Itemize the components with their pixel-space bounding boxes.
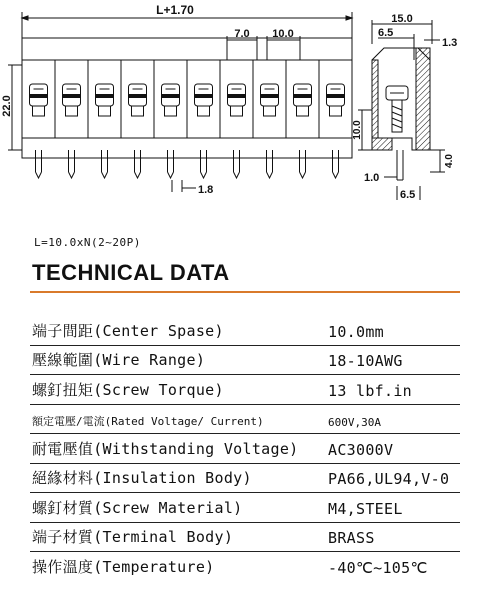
- spec-value: AC3000V: [328, 440, 394, 459]
- terminal-cell: [195, 84, 213, 116]
- spec-row: [30, 434, 460, 464]
- terminal-cell: [327, 84, 345, 116]
- spec-label: 端子間距(Center Spase): [32, 321, 224, 340]
- top-dimensions: [22, 12, 352, 60]
- spec-row: [30, 523, 460, 553]
- pin-dimension-line: [172, 180, 196, 192]
- spec-value: 18-10AWG: [328, 352, 403, 370]
- pin: [135, 150, 141, 178]
- spec-label: 耐電壓值(Withstanding Voltage): [32, 439, 299, 458]
- pin: [168, 150, 174, 178]
- front-view: [22, 38, 352, 158]
- spec-label: 螺釘扭矩(Screw Torque): [32, 380, 224, 399]
- spec-row: [30, 464, 460, 494]
- dim-side-10-0: 10.0: [352, 120, 363, 140]
- front-pins: [36, 150, 339, 178]
- terminal-cell: [228, 84, 246, 116]
- pin: [102, 150, 108, 178]
- dim-side-6-5-top: 6.5: [378, 27, 394, 39]
- heading-divider: [30, 291, 460, 293]
- spec-value: 13 lbf.in: [328, 381, 412, 400]
- spec-row: [30, 405, 460, 435]
- spec-label: 壓線範圍(Wire Range): [32, 351, 206, 369]
- pin: [333, 150, 339, 178]
- dim-side-width: 15.0: [391, 13, 413, 25]
- spec-label: 絕緣材料(Insulation Body): [32, 469, 252, 487]
- dim-side-4-0: 4.0: [444, 154, 455, 168]
- spec-value: -40℃~105℃: [328, 558, 428, 577]
- dim-total-length: L+1.70: [156, 3, 194, 17]
- pin: [234, 150, 240, 178]
- length-formula: L=10.0xN(2~20P): [34, 236, 141, 249]
- spec-label: 螺釘材質(Screw Material): [32, 498, 243, 517]
- spec-row: [30, 375, 460, 405]
- spec-row: [30, 346, 460, 376]
- technical-drawing: [0, 0, 484, 215]
- terminal-cell: [294, 84, 312, 116]
- front-terminal-cells: [30, 60, 345, 138]
- dim-side-6-5-bottom: 6.5: [400, 189, 416, 201]
- spec-label: 端子材質(Terminal Body): [32, 528, 234, 546]
- spec-row: [30, 552, 460, 581]
- spec-row: [30, 493, 460, 523]
- terminal-cell: [129, 84, 147, 116]
- dim-pin: 1.8: [198, 184, 214, 196]
- terminal-cell: [63, 84, 81, 116]
- terminal-cell: [30, 84, 48, 116]
- terminal-cell: [261, 84, 279, 116]
- dim-side-1-0: 1.0: [364, 172, 380, 184]
- pin: [36, 150, 42, 178]
- dim-side-1-3: 1.3: [442, 37, 458, 49]
- spec-value: 10.0mm: [328, 322, 384, 341]
- spec-table: [30, 316, 460, 581]
- spec-value: M4,STEEL: [328, 499, 403, 518]
- dim-pitch-1: 7.0: [234, 28, 250, 40]
- terminal-cell: [162, 84, 180, 116]
- dim-height: 22.0: [1, 95, 13, 117]
- spec-label: 額定電壓/電流(Rated Voltage/ Current): [32, 415, 264, 428]
- pin: [69, 150, 75, 178]
- dim-pitch-2: 10.0: [272, 28, 294, 40]
- pin: [300, 150, 306, 178]
- spec-value: 600V,30A: [328, 416, 381, 429]
- spec-label: 操作溫度(Temperature): [32, 557, 215, 576]
- spec-row: [30, 316, 460, 346]
- pin: [267, 150, 273, 178]
- spec-value: BRASS: [328, 529, 375, 547]
- spec-value: PA66,UL94,V-0: [328, 470, 450, 488]
- terminal-cell: [96, 84, 114, 116]
- page-title: TECHNICAL DATA: [32, 260, 230, 285]
- pin: [201, 150, 207, 178]
